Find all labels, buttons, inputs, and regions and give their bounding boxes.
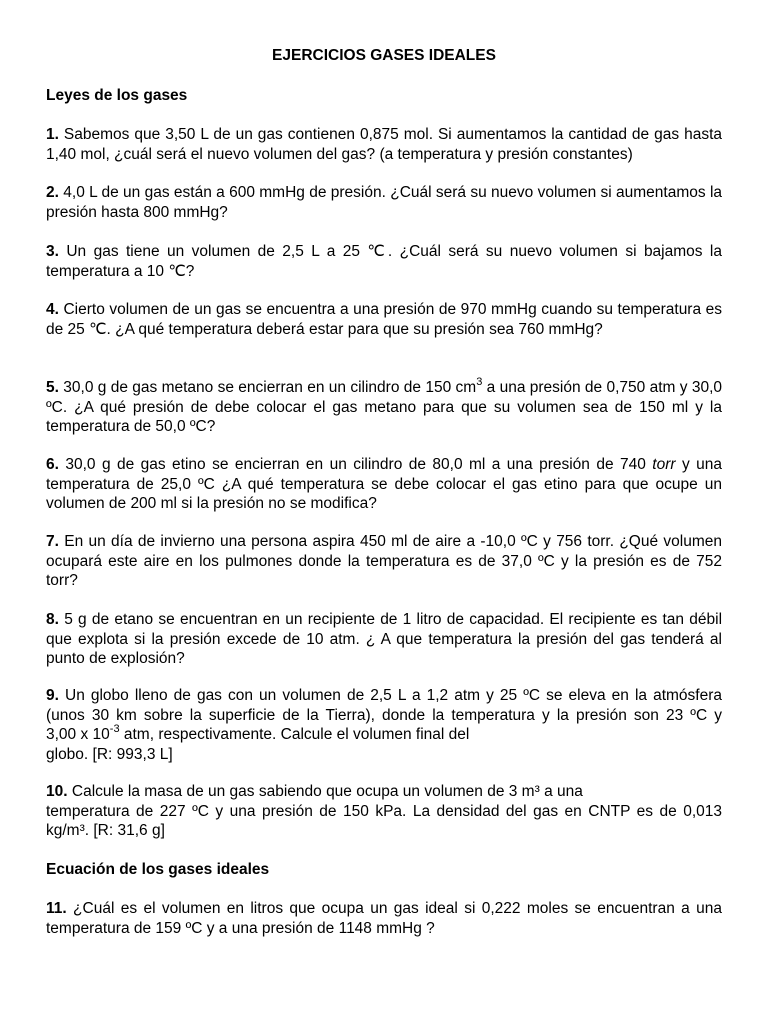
exercise-number: 4. [46, 301, 59, 318]
exercise-text: 3,00 x 10 [46, 726, 110, 744]
document-title: EJERCICIOS GASES IDEALES [272, 47, 496, 64]
exercise-number: 5. [46, 379, 59, 396]
exercise-line [46, 782, 722, 802]
exercise-line: kg/m³. [R: 31,6 g] [46, 822, 165, 840]
exercise-text: 5 g de etano se encuentran en un recipiente de 1 litro de capacidad. El recipiente es tan débil que explota si la presión excede de 10 atm. ¿ A que temperatura la presión del gas tenderá al punto de explosión? [46, 611, 723, 668]
exercise-number: 8. [46, 611, 59, 628]
exercise-4 [46, 300, 722, 339]
exercise-2 [46, 183, 722, 222]
exercise-3 [46, 242, 722, 281]
exercise-text: 30,0 g de gas metano se encierran en un cilindro de 150 cm [63, 379, 477, 396]
exercise-1 [46, 125, 722, 164]
exercise-number: 6. [46, 456, 59, 473]
exercise-number: 7. [46, 533, 59, 550]
exercise-10 [46, 782, 722, 841]
exercise-8 [46, 610, 722, 669]
exercise-number: 1. [46, 126, 59, 143]
exercise-text-continued: y una temperatura de 25,0 ºC ¿A qué temperatura se debe colocar el gas etino para que ocupe un volumen de 200 ml si la presión no se modifica? [46, 456, 722, 513]
exercise-text: Calcule la masa de un gas sabiendo que ocupa un volumen de 3 m³ a una [71, 783, 583, 800]
exercise-text: Sabemos que 3,50 L de un gas contienen 0,875 mol. Si aumentamos la cantidad de gas hasta 1,40 mol, ¿cuál será el nuevo volumen del gas? (a temperatura y presión constantes) [46, 126, 723, 163]
exercise-number: 11. [46, 900, 67, 917]
exercise-line: globo. [R: 993,3 L] [46, 745, 173, 763]
exercise-5 [46, 378, 722, 437]
exercise-line [46, 686, 722, 706]
exercise-text: ¿Cuál es el volumen en litros que ocupa un gas ideal si 0,222 moles se encuentran a una temperatura de 159 ºC y a una presión de 1148 mmHg ? [46, 900, 722, 937]
exercise-text: Un globo lleno de gas con un volumen de 2,5 L a 1,2 atm y 25 ºC se eleva en la atmósfera [65, 687, 722, 704]
exercise-text: En un día de invierno una persona aspira 450 ml de aire a -10,0 ºC y 756 torr. ¿Qué volumen ocupará este aire en los pulmones donde la temperatura es de 37,0 ºC y la presión es de 752 torr? [46, 533, 722, 590]
exercise-text-continued: a una presión de 0,750 atm y 30,0 ºC. ¿A qué presión de debe colocar el gas metano para que su volumen sea de 150 ml y la temperatura de 50,0 ºC? [46, 379, 722, 436]
section-heading-ideal-gas-equation: Ecuación de los gases ideales [46, 861, 270, 878]
exercise-text: 4,0 L de un gas están a 600 mmHg de presión. ¿Cuál será su nuevo volumen si aumentamos la presión hasta 800 mmHg? [46, 184, 723, 221]
exercise-line [46, 725, 722, 745]
exercise-7 [46, 532, 722, 591]
exercise-number: 2. [46, 184, 59, 201]
exercise-line: temperatura de 227 ºC y una presión de 150 kPa. La densidad del gas en CNTP es de 0,013 [46, 802, 722, 820]
exercise-text-continued: atm, respectivamente. Calcule el volumen final del [119, 726, 470, 744]
exercise-text: 30,0 g de gas etino se encierran en un cilindro de 80,0 ml a una presión de 740 [65, 456, 653, 473]
exercise-11 [46, 899, 722, 938]
exercise-9 [46, 686, 722, 764]
italic-unit: torr [652, 456, 676, 473]
exercise-6 [46, 455, 722, 514]
exercise-number: 9. [46, 687, 59, 704]
exercise-number: 10. [46, 783, 68, 800]
exercise-text: Un gas tiene un volumen de 2,5 L a 25 ℃. ¿Cuál será su nuevo volumen si bajamos la temperatura a 10 ℃? [46, 243, 723, 280]
exercise-line: (unos 30 km sobre la superficie de la Tierra), donde la temperatura y la presión son 23 ºC y [46, 706, 722, 724]
superscript: -3 [109, 723, 120, 736]
exercise-text: Cierto volumen de un gas se encuentra a una presión de 970 mmHg cuando su temperatura es de 25 ℃. ¿A qué temperatura deberá estar para que su presión sea 760 mmHg? [46, 301, 722, 338]
section-heading-gas-laws: Leyes de los gases [46, 87, 188, 104]
superscript: 3 [476, 376, 483, 388]
exercise-number: 3. [46, 243, 59, 260]
